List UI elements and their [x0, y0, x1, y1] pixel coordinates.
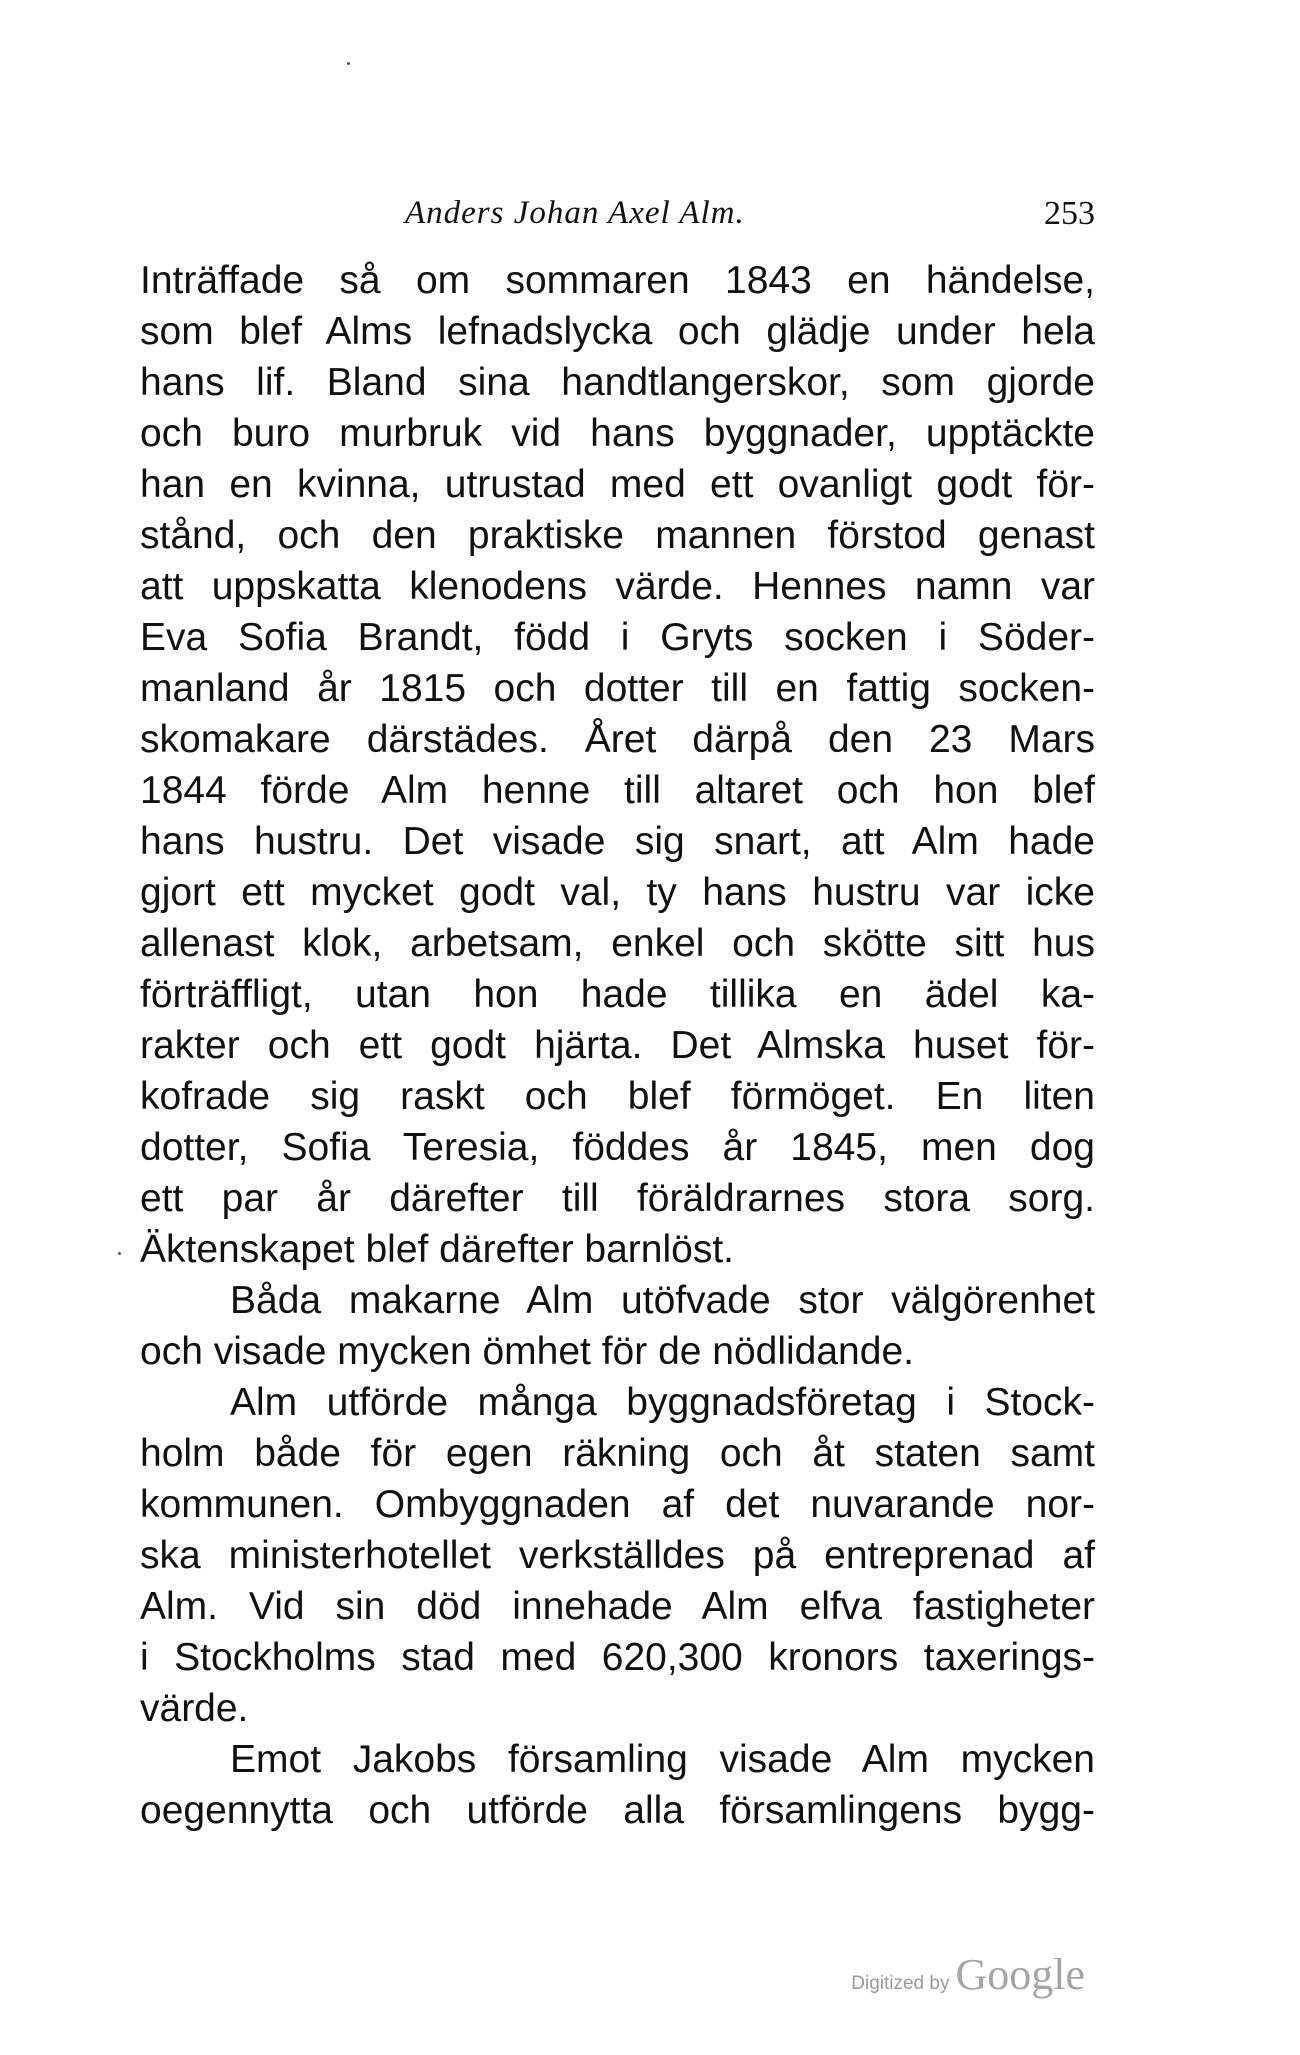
text-line: gjort ett mycket godt val, ty hans hustru var icke: [140, 871, 1095, 914]
text-line: Eva Sofia Brandt, född i Gryts socken i Söder-: [140, 616, 1095, 659]
text-line: Båda makarne Alm utöfvade stor välgörenhet: [230, 1279, 1095, 1322]
text-line: ett par år därefter till föräldrarnes stora sorg.: [140, 1177, 1095, 1220]
text-line: Alm utförde många byggnadsföretag i Stock-: [230, 1381, 1095, 1424]
text-line: holm både för egen räkning och åt staten samt: [140, 1432, 1095, 1475]
text-line: Äktenskapet blef därefter barnlöst.: [140, 1228, 735, 1271]
text-line: och buro murbruk vid hans byggnader, upptäckte: [140, 412, 1095, 455]
text-line: dotter, Sofia Teresia, föddes år 1845, men dog: [140, 1126, 1095, 1169]
text-line: som blef Alms lefnadslycka och glädje under hela: [140, 310, 1095, 353]
text-line: oegennytta och utförde alla församlingens bygg-: [140, 1789, 1095, 1832]
text-line: Alm. Vid sin död innehade Alm elfva fastigheter: [140, 1585, 1095, 1628]
running-title: Anders Johan Axel Alm.: [405, 195, 745, 231]
digitized-label: Digitized by: [851, 1973, 950, 1994]
text-line: Inträffade så om sommaren 1843 en händelse,: [140, 259, 1095, 302]
text-line: han en kvinna, utrustad med ett ovanligt godt för-: [140, 463, 1095, 506]
text-line: manland år 1815 och dotter till en fattig socken-: [140, 667, 1095, 710]
text-line: i Stockholms stad med 620,300 kronors taxerings-: [140, 1636, 1095, 1679]
text-line: hans hustru. Det visade sig snart, att Alm hade: [140, 820, 1095, 863]
text-line: värde.: [140, 1687, 249, 1730]
text-line: allenast klok, arbetsam, enkel och skötte sitt hus: [140, 922, 1095, 965]
text-line: och visade mycken ömhet för de nödlidande.: [140, 1330, 914, 1373]
text-line: kommunen. Ombyggnaden af det nuvarande nor-: [140, 1483, 1095, 1526]
text-line: stånd, och den praktiske mannen förstod genast: [140, 514, 1095, 557]
text-line: Emot Jakobs församling visade Alm mycken: [230, 1738, 1095, 1781]
text-line: 1844 förde Alm henne till altaret och hon blef: [140, 769, 1095, 812]
text-line: rakter och ett godt hjärta. Det Almska huset för-: [140, 1024, 1095, 1067]
page-speck: [347, 62, 350, 65]
text-line: skomakare därstädes. Året därpå den 23 Mars: [140, 718, 1095, 761]
text-line: att uppskatta klenodens värde. Hennes namn var: [140, 565, 1095, 608]
digitized-by-watermark: [851, 1949, 1085, 2000]
running-head: [140, 195, 1095, 245]
body-text: [140, 255, 1095, 1836]
text-line: förträffligt, utan hon hade tillika en ädel ka-: [140, 973, 1095, 1016]
text-line: ska ministerhotellet verkställdes på entreprenad af: [140, 1534, 1095, 1577]
page-number: 253: [1044, 195, 1095, 232]
google-logo: Google: [955, 1950, 1085, 1999]
text-line: kofrade sig raskt och blef förmöget. En liten: [140, 1075, 1095, 1118]
page-speck: [118, 1252, 121, 1255]
text-line: hans lif. Bland sina handtlangerskor, som gjorde: [140, 361, 1095, 404]
